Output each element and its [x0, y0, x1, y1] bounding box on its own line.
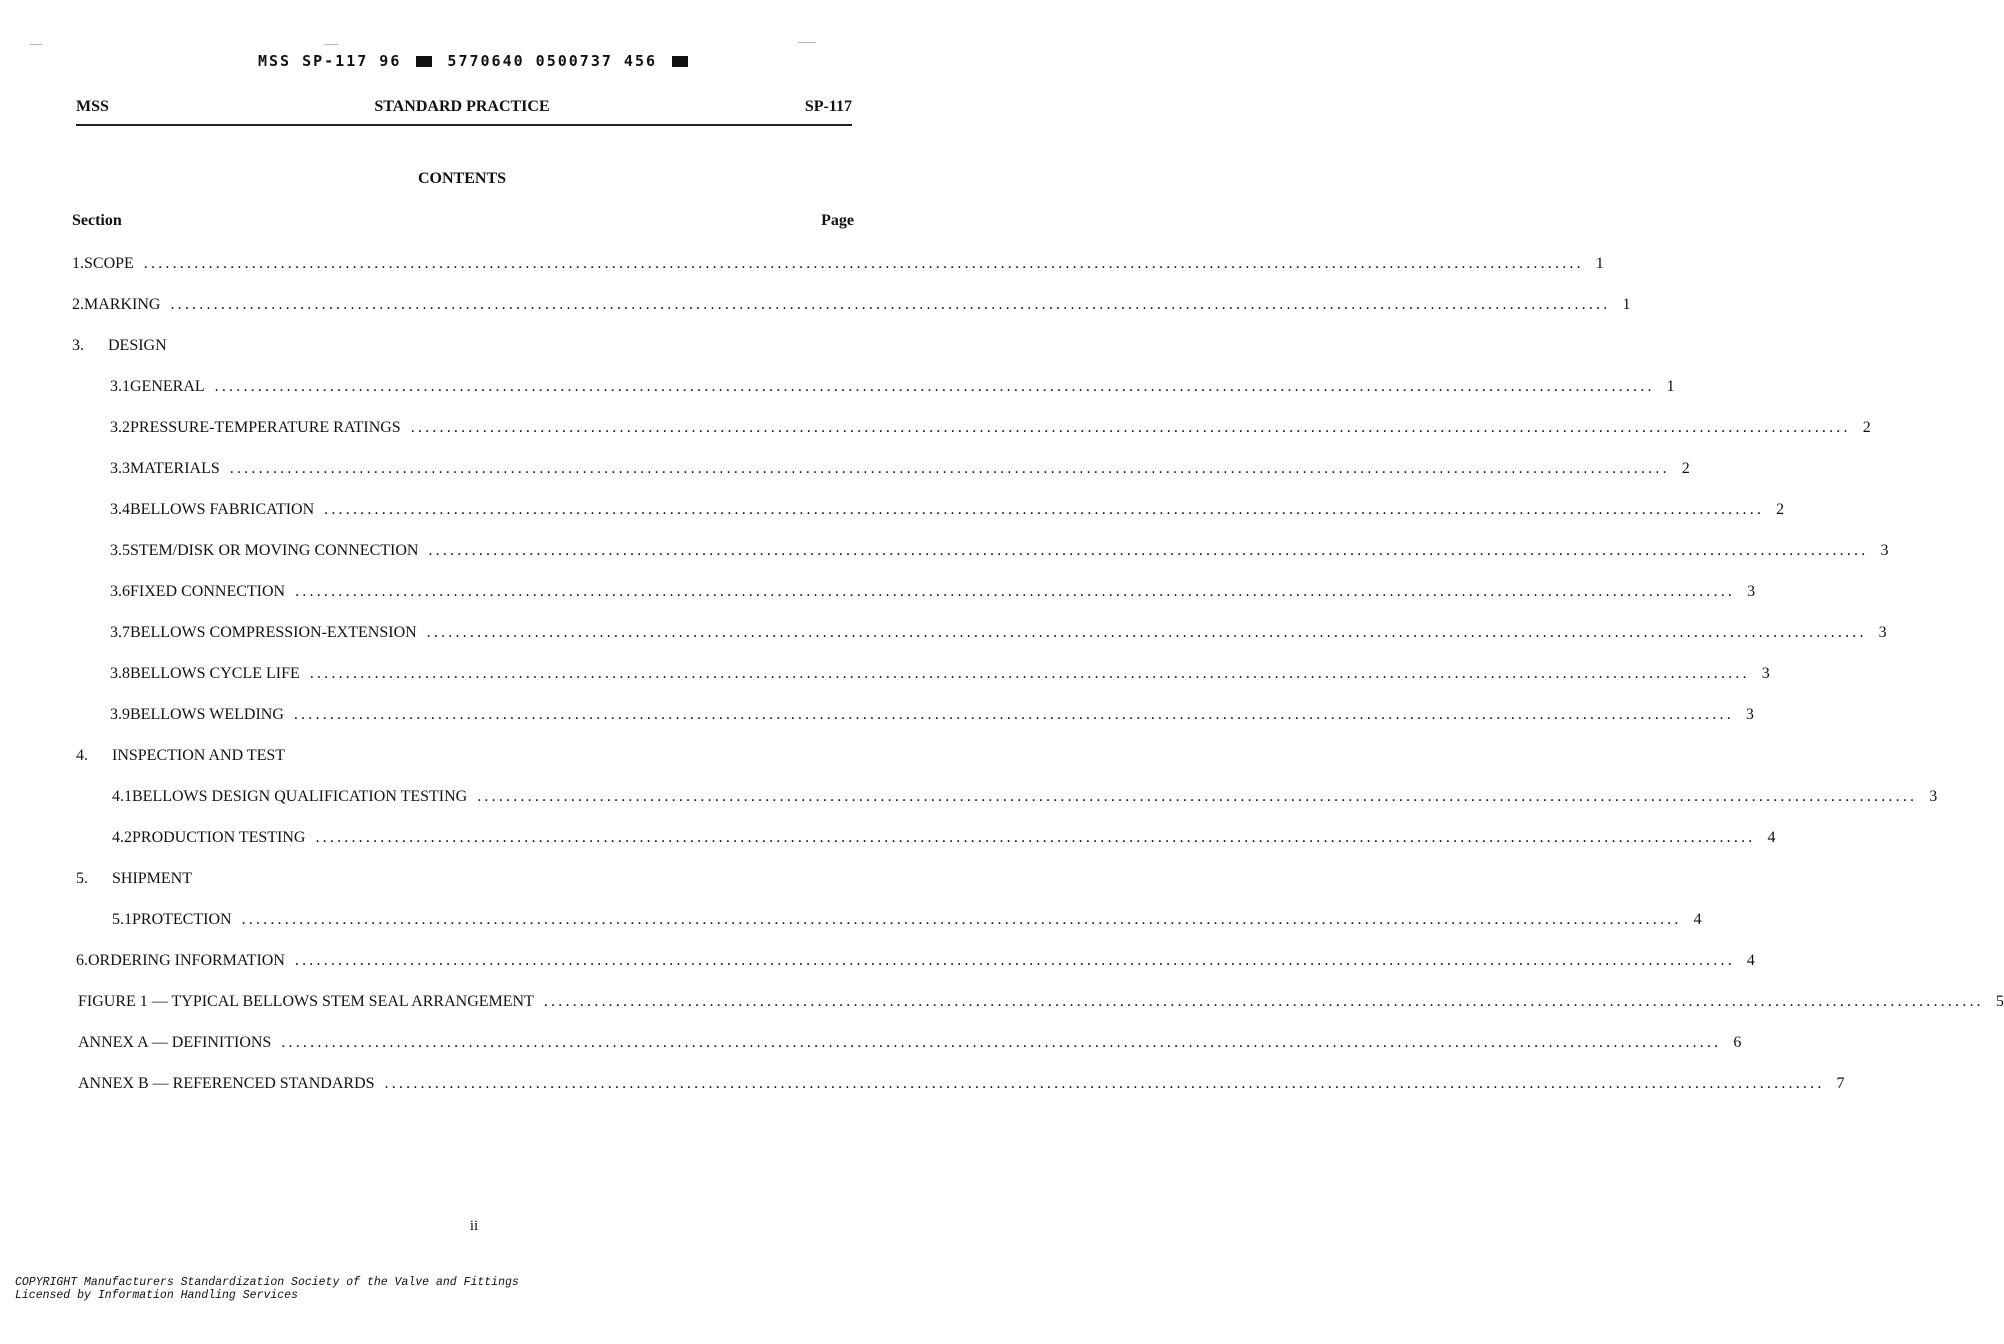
toc-dot-leader: ........................................................................................................................................................................................................ — [309, 665, 1750, 682]
toc-entry — [112, 827, 1776, 849]
toc-entry-title: ORDERING INFORMATION — [88, 952, 285, 969]
toc-entry — [72, 253, 1604, 275]
header-org: MSS — [76, 98, 109, 115]
toc-entry-number: 3.9 — [110, 706, 130, 723]
toc-entry — [110, 458, 1690, 480]
toc-entry-number: 5.1 — [112, 911, 132, 928]
header-title: STANDARD PRACTICE — [374, 98, 550, 115]
toc-entry-number: 4. — [76, 747, 88, 764]
toc-entry-number: 3.5 — [110, 542, 130, 559]
scan-identifier-code — [0, 52, 950, 70]
toc-entry-title: PRESSURE-TEMPERATURE RATINGS — [130, 419, 401, 436]
toc-entry-number: 4.2 — [112, 829, 132, 846]
toc-entry-title: FIXED CONNECTION — [130, 583, 286, 600]
toc-entry-number: 3.3 — [110, 460, 130, 477]
toc-dot-leader: ........................................................................................................................................................................................................ — [384, 1075, 1825, 1092]
toc-entry-number: 2. — [72, 296, 84, 313]
scan-code-part1: MSS SP-117 96 — [257, 52, 402, 70]
toc-dot-leader: ........................................................................................................................................................................................................ — [214, 378, 1655, 395]
toc-entry-page: 3 — [1880, 542, 1889, 559]
toc-entry-number: 3.6 — [110, 583, 130, 600]
toc-entry-page: 5 — [1995, 993, 2004, 1010]
footer-license: Licensed by Information Handling Services — [15, 1289, 298, 1302]
toc-entry-page: 4 — [1767, 829, 1776, 846]
contents-title: CONTENTS — [417, 170, 507, 187]
toc-entry — [110, 540, 1889, 562]
toc-entry-number: 6. — [76, 952, 88, 969]
toc-entry-page: 6 — [1733, 1034, 1742, 1051]
toc-entry-title: BELLOWS CYCLE LIFE — [130, 665, 300, 682]
toc-entry-title: PRODUCTION TESTING — [132, 829, 306, 846]
toc-entry-title: DESIGN — [108, 337, 167, 354]
toc-dot-leader: ........................................................................................................................................................................................................ — [410, 419, 1851, 436]
toc-entry — [112, 909, 1702, 931]
toc-entry-number: 1. — [72, 255, 84, 272]
toc-entry — [112, 786, 1938, 808]
toc-entry — [78, 1073, 1845, 1095]
toc-entry-page: 4 — [1693, 911, 1702, 928]
toc-dot-leader: ........................................................................................................................................................................................................ — [315, 829, 1756, 846]
toc-entry-title: FIGURE 1 — TYPICAL BELLOWS STEM SEAL ARRANGEMENT — [78, 993, 534, 1010]
toc-entry-page: 1 — [1595, 255, 1604, 272]
toc-entry — [76, 950, 1755, 972]
toc-dot-leader: ........................................................................................................................................................................................................ — [543, 993, 1984, 1010]
toc-dot-leader: ........................................................................................................................................................................................................ — [170, 296, 1611, 313]
toc-entry — [110, 417, 1871, 439]
toc-entry — [110, 622, 1887, 644]
toc-entry-title: INSPECTION AND TEST — [112, 747, 286, 764]
toc-entry-number: 4.1 — [112, 788, 132, 805]
header-rule — [76, 124, 852, 126]
toc-entry-number: 3.2 — [110, 419, 130, 436]
toc-dot-leader: ........................................................................................................................................................................................................ — [294, 952, 1735, 969]
toc-entry-page: 3 — [1747, 583, 1756, 600]
toc-entry-number: 5. — [76, 870, 88, 887]
toc-entry-page: 1 — [1622, 296, 1631, 313]
toc-entry-page: 3 — [1878, 624, 1887, 641]
page-column-header: Page — [821, 212, 854, 229]
toc-entry-title: MARKING — [84, 296, 161, 313]
toc-entry-title: PROTECTION — [132, 911, 232, 928]
scan-noise — [30, 44, 42, 45]
toc-entry-page: 3 — [1929, 788, 1938, 805]
toc-entry-page: 1 — [1666, 378, 1675, 395]
toc-dot-leader: ........................................................................................................................................................................................................ — [143, 255, 1584, 272]
toc-entry — [72, 294, 1631, 316]
toc-entry — [110, 704, 1754, 726]
toc-dot-leader: ........................................................................................................................................................................................................ — [229, 460, 1670, 477]
toc-entry-title: STEM/DISK OR MOVING CONNECTION — [130, 542, 419, 559]
section-column-header: Section — [72, 212, 122, 229]
toc-entry-number: 3. — [72, 337, 84, 354]
toc-entry-number: 3.8 — [110, 665, 130, 682]
toc-entry — [76, 745, 858, 767]
toc-dot-leader: ........................................................................................................................................................................................................ — [241, 911, 1682, 928]
toc-entry-title: GENERAL — [130, 378, 205, 395]
toc-dot-leader: ........................................................................................................................................................................................................ — [477, 788, 1918, 805]
footer-copyright: COPYRIGHT Manufacturers Standardization Society of the Valve and Fittings — [15, 1276, 519, 1289]
scan-block-mark — [416, 56, 432, 67]
toc-entry-title: ANNEX B — REFERENCED STANDARDS — [78, 1075, 375, 1092]
toc-entry-title: BELLOWS WELDING — [130, 706, 284, 723]
toc-dot-leader: ........................................................................................................................................................................................................ — [293, 706, 1734, 723]
toc-entry-page: 3 — [1761, 665, 1770, 682]
toc-dot-leader: ........................................................................................................................................................................................................ — [295, 583, 1736, 600]
toc-entry-page: 2 — [1776, 501, 1785, 518]
page-number: ii — [469, 1218, 479, 1234]
toc-entry — [110, 663, 1770, 685]
scan-noise — [798, 42, 816, 43]
toc-entry-title: BELLOWS COMPRESSION-EXTENSION — [130, 624, 417, 641]
toc-entry-title: ANNEX A — DEFINITIONS — [78, 1034, 272, 1051]
toc-entry-number: 3.4 — [110, 501, 130, 518]
toc-entry-page: 2 — [1862, 419, 1871, 436]
toc-dot-leader: ........................................................................................................................................................................................................ — [324, 501, 1765, 518]
toc-dot-leader: ........................................................................................................................................................................................................ — [281, 1034, 1722, 1051]
toc-entry — [110, 581, 1756, 603]
toc-entry-title: SHIPMENT — [112, 870, 193, 887]
scan-noise — [324, 44, 338, 45]
header-doc-id: SP-117 — [804, 98, 852, 115]
toc-entry — [78, 991, 2004, 1013]
toc-entry-page: 3 — [1745, 706, 1754, 723]
toc-entry — [110, 376, 1675, 398]
toc-entry-title: BELLOWS DESIGN QUALIFICATION TESTING — [132, 788, 468, 805]
toc-entry-number: 3.1 — [110, 378, 130, 395]
toc-entry — [76, 868, 858, 890]
toc-dot-leader: ........................................................................................................................................................................................................ — [428, 542, 1869, 559]
toc-dot-leader: ........................................................................................................................................................................................................ — [426, 624, 1867, 641]
toc-entry — [78, 1032, 1742, 1054]
toc-entry-page: 7 — [1836, 1075, 1845, 1092]
toc-entry-title: MATERIALS — [130, 460, 220, 477]
scan-block-mark — [672, 56, 688, 67]
toc-entry-title: BELLOWS FABRICATION — [130, 501, 315, 518]
scan-code-part2: 5770640 0500737 456 — [447, 52, 658, 70]
toc-entry — [72, 335, 858, 357]
toc-entry-title: SCOPE — [84, 255, 134, 272]
toc-entry-page: 2 — [1681, 460, 1690, 477]
toc-entry — [110, 499, 1785, 521]
toc-entry-number: 3.7 — [110, 624, 130, 641]
toc-entry-page: 4 — [1746, 952, 1755, 969]
